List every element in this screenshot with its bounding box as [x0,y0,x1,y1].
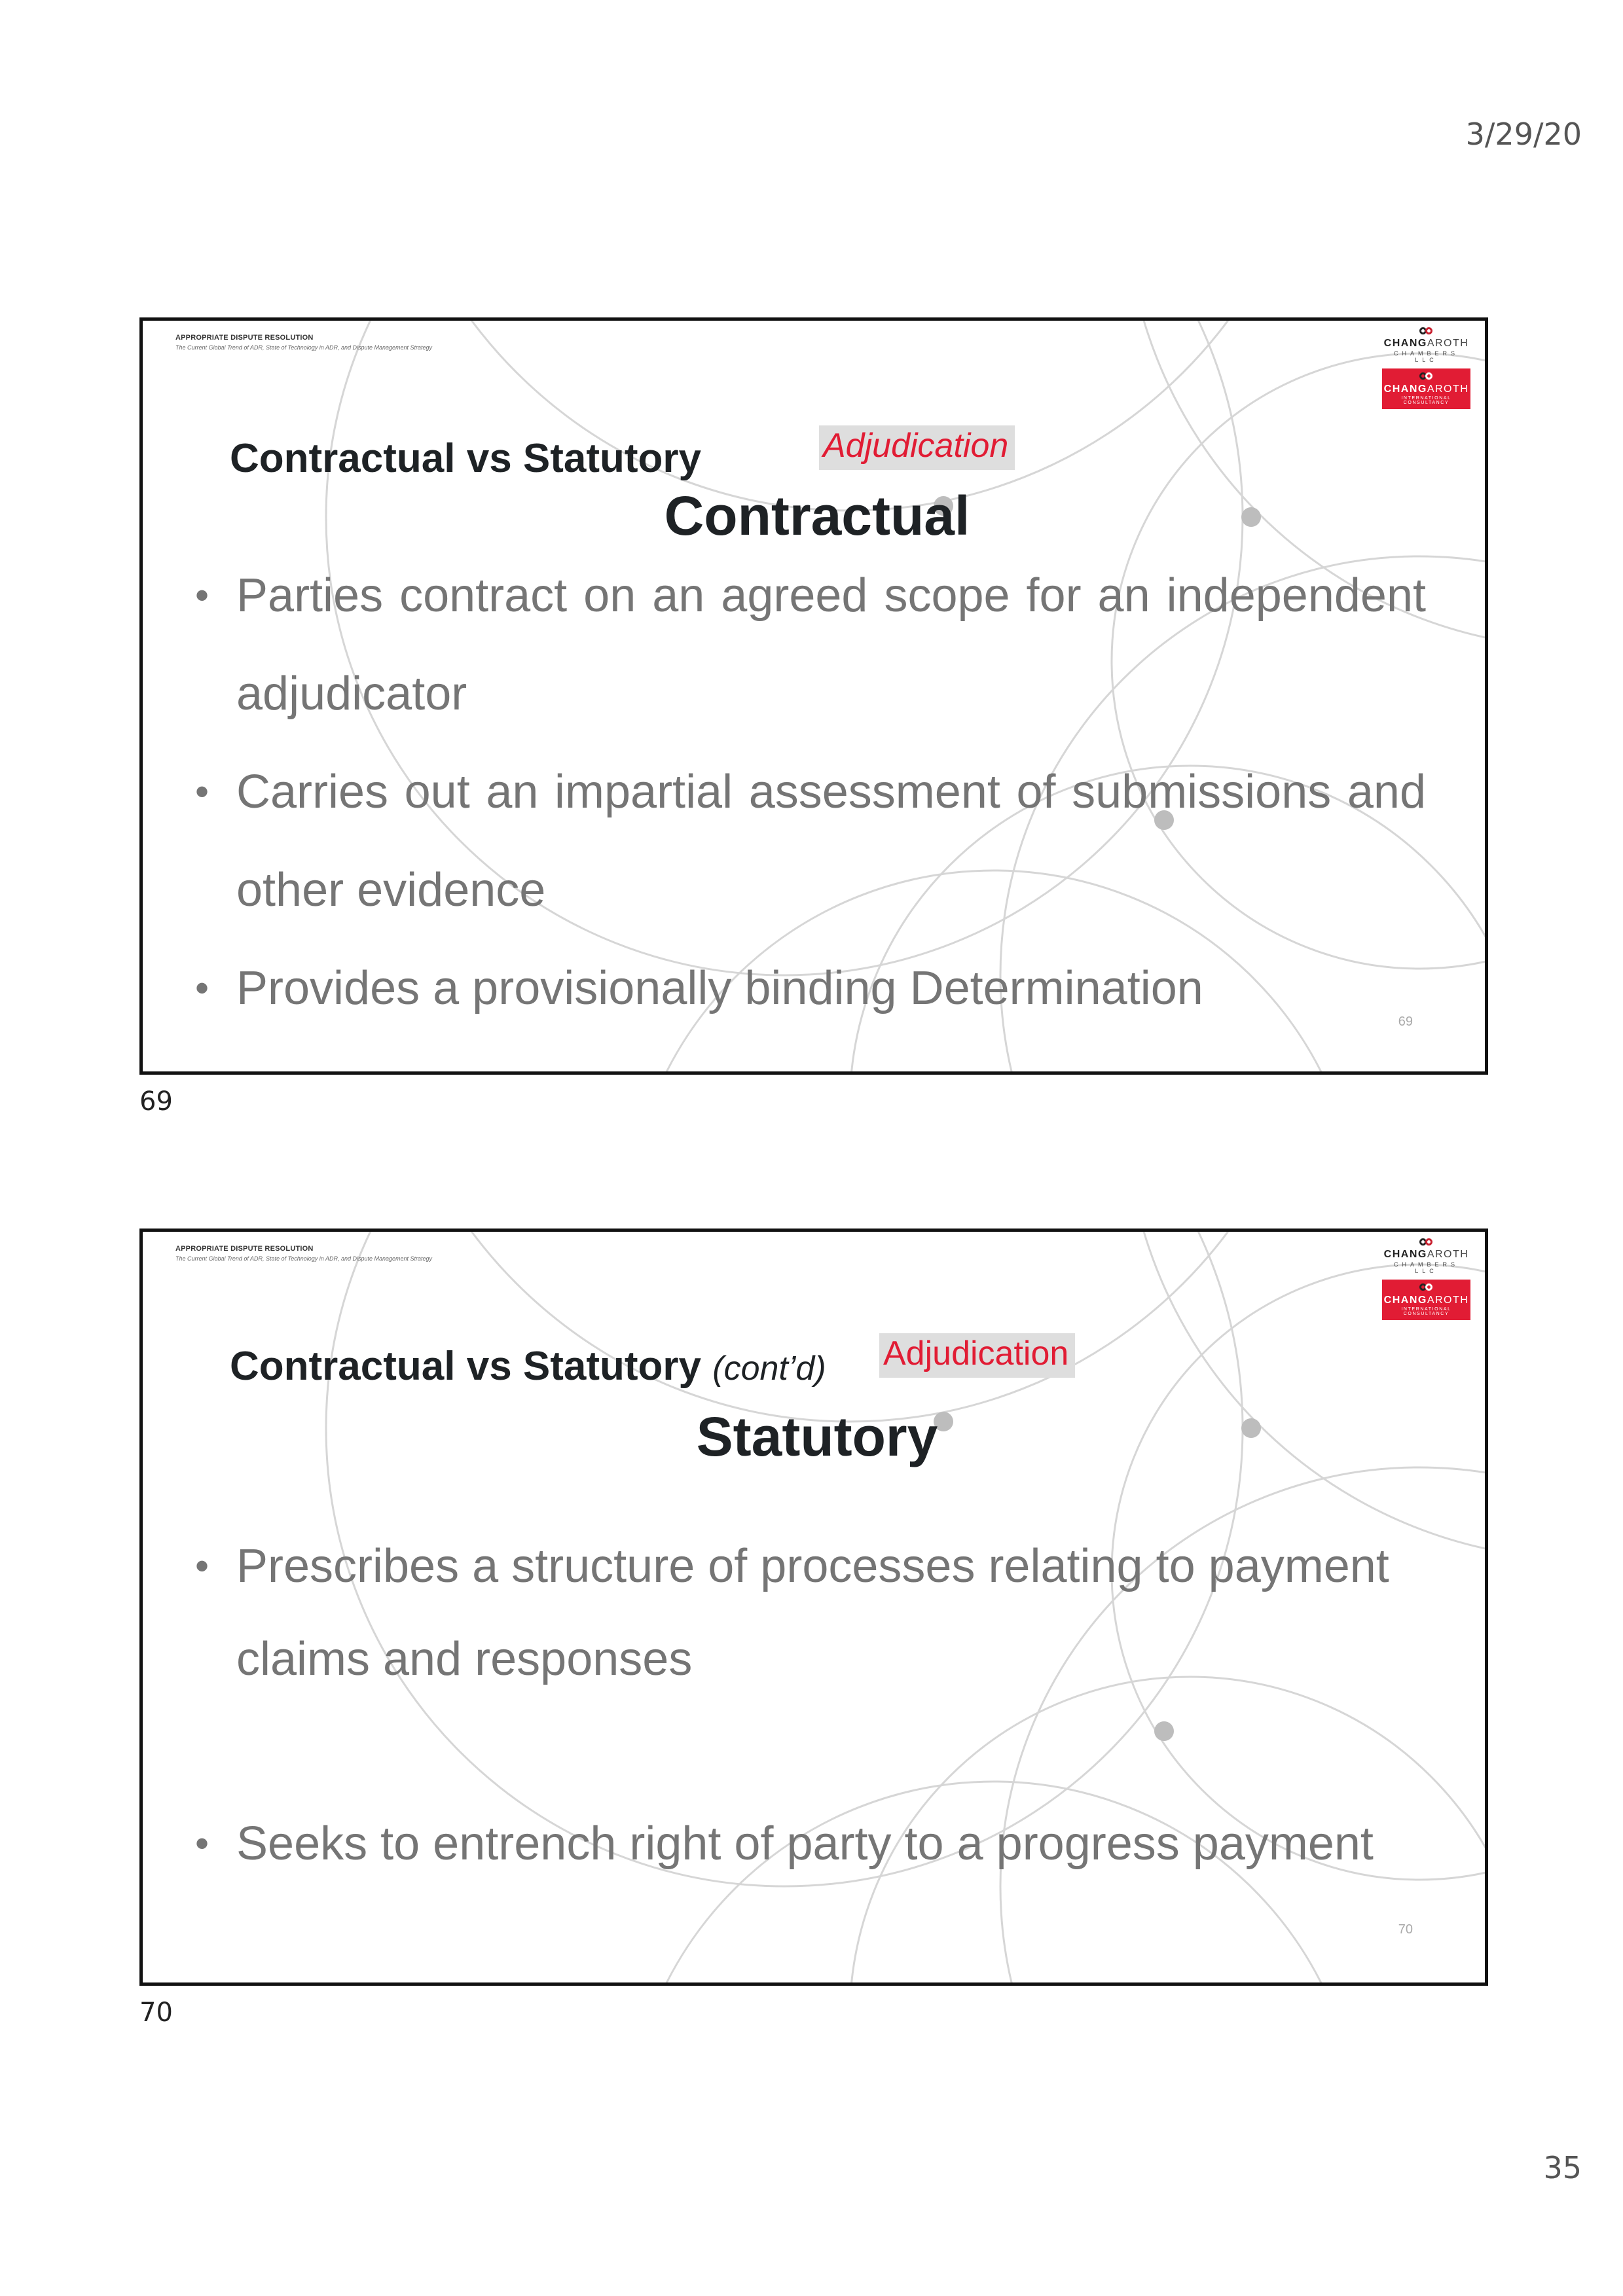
slide-number: 70 [1398,1922,1413,1937]
logo-mark-icon [1419,1238,1434,1247]
adjudication-badge: Adjudication [879,1333,1075,1378]
logo-mark-icon [1419,372,1434,382]
header-subtitle: The Current Global Trend of ADR, State of Technology in ADR, and Dispute Management Strategy [175,344,433,351]
bullet-item: • Carries out an impartial assessment of submissions and other evidence [195,743,1426,939]
logo-mark-icon [1419,1283,1434,1293]
page-number: 35 [1543,2150,1582,2185]
bullet-item: • Provides a provisionally binding Determination [195,939,1426,1037]
slide-69 [139,317,1488,1075]
bullet-list [195,547,1426,1037]
slide-caption: 69 [139,1086,173,1117]
heading-text: Contractual vs Statutory [230,1344,702,1389]
header-subtitle: The Current Global Trend of ADR, State of Technology in ADR, and Dispute Management Strategy [175,1255,433,1262]
center-title: Contractual [664,485,970,547]
slide-caption: 70 [139,1998,173,2028]
center-title: Statutory [696,1406,938,1467]
bullet-item: • Prescribes a structure of processes relating to payment claims and responses [195,1520,1426,1706]
bullet-list [195,1520,1426,1890]
header-title: APPROPRIATE DISPUTE RESOLUTION [175,1245,314,1253]
slide-heading: Contractual vs Statutory [230,436,702,481]
heading-suffix: (cont’d) [712,1350,826,1388]
page-date: 3/29/20 [1465,117,1582,152]
chang-aroth-logo: CHANGAROTH CHAMBERS LLC CHANGAROTH INTERNATIONAL CONSULTANCY [1382,327,1470,409]
adjudication-badge: Adjudication [819,425,1015,470]
logo-red-block: CHANGAROTH INTERNATIONAL CONSULTANCY [1382,1280,1470,1320]
slide-70 [139,1229,1488,1986]
slide-number: 69 [1398,1014,1413,1029]
logo-red-block: CHANGAROTH INTERNATIONAL CONSULTANCY [1382,368,1470,409]
header-title: APPROPRIATE DISPUTE RESOLUTION [175,334,314,342]
slide-heading [230,1343,826,1390]
logo-mark-icon [1419,327,1434,336]
chang-aroth-logo: CHANGAROTH CHAMBERS LLC CHANGAROTH INTERNATIONAL CONSULTANCY [1382,1238,1470,1320]
bullet-item: • Parties contract on an agreed scope for an independent adjudicator [195,547,1426,743]
bullet-item: • Seeks to entrench right of party to a progress payment [195,1797,1426,1890]
